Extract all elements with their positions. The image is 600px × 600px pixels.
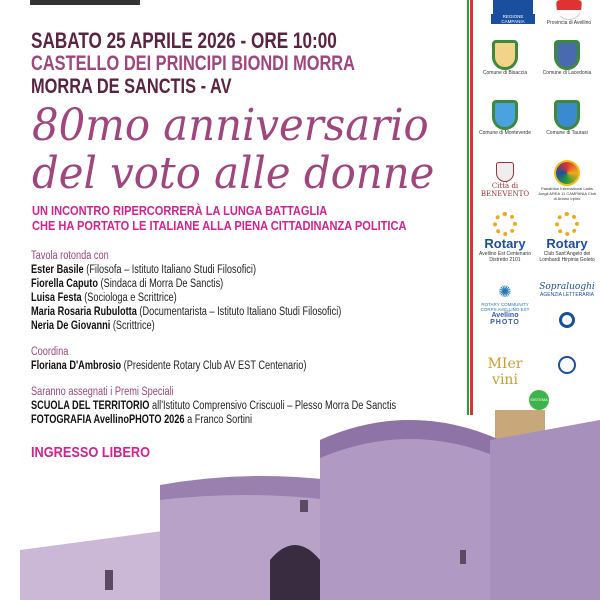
logo-comune-taurasi: Comune di Taurasi [536, 100, 598, 136]
subtitle-line-2: CHE HA PORTATO LE ITALIANE ALLA PIENA CITTADINANZA POLITICA [32, 218, 407, 233]
moderator-label: Coordina [31, 346, 69, 358]
speaker [31, 292, 177, 304]
free-entry: INGRESSO LIBERO [31, 444, 151, 461]
speaker-name: Luisa Festa [31, 292, 82, 304]
panel-label: Tavola rotonda con [31, 250, 109, 262]
title-line-1: 80mo anniversario [32, 100, 429, 151]
speaker-role: (Scrittrice) [112, 320, 155, 332]
title-line-2: del voto alle donne [32, 148, 435, 199]
event-town: MORRA DE SANCTIS - AV [31, 75, 232, 98]
award-detail: all'Istituto Comprensivo Criscuoli – Plesso Morra De Sanctis [151, 400, 397, 412]
award-name: SCUOLA DEL TERRITORIO [31, 400, 150, 412]
speaker [31, 264, 256, 276]
flag-stripe-green [467, 0, 469, 415]
castle-illustration [0, 400, 600, 600]
speaker-name: Maria Rosaria Rubulotta [31, 306, 137, 318]
speaker-name: Ester Basile [31, 264, 84, 276]
event-date: SABATO 25 APRILE 2026 - ORE 10:00 [31, 28, 337, 53]
speaker [31, 278, 223, 290]
logo-club-emblem [536, 356, 598, 374]
award-name: FOTOGRAFIA AvellinoPHOTO 2026 [31, 414, 185, 426]
award-detail: a Franco Sortini [187, 414, 253, 426]
logo-comune-bisaccia: Comune di Bisaccia [474, 40, 536, 76]
moderator-name: Floriana D'Ambrosio [31, 360, 122, 372]
logo-circle-org [536, 312, 598, 328]
logo-regione-campania: REGIONE CAMPANIA [482, 0, 544, 24]
speaker-role: (Sindaca di Morra De Sanctis) [100, 278, 224, 290]
moderator [31, 360, 306, 372]
awards-label: Saranno assegnati i Premi Speciali [31, 386, 174, 398]
logo-rotary-santangelo: Rotary Club Sant'Angelo dei Lombardi Hirpinia Goleto [536, 212, 598, 263]
subtitle-line-1: UN INCONTRO RIPERCORRERÀ LA LUNGA BATTAGLIA [32, 203, 328, 218]
flag-stripe-red [470, 0, 473, 415]
speaker-name: Fiorella Caputo [31, 278, 98, 290]
logo-comune-monteverde: Comune di Monteverde [474, 100, 536, 136]
logo-comune-lacedonia: Comune di Lacedonia [536, 40, 598, 76]
moderator-role: (Presidente Rotary Club AV EST Centenario) [123, 360, 307, 372]
logo-sopraluoghi: Sopraluoghi AGENZIA LETTERARIA [539, 282, 595, 298]
speaker-name: Neria De Giovanni [31, 320, 111, 332]
speaker [31, 320, 155, 332]
speaker-role: (Sociologa e Scrittrice) [84, 292, 177, 304]
event-venue: CASTELLO DEI PRINCIPI BIONDI MORRA [31, 52, 355, 75]
logo-avellino-photo: Avellino PHOTO [490, 312, 520, 326]
speaker-role: (Documentarista – Istituto Italiano Studi Filosofici) [139, 306, 342, 318]
logo-sistema: SISTEMA [508, 390, 570, 410]
logo-benevento: Città di BENEVENTO [474, 162, 536, 198]
logo-provincia-avellino: Provincia di Avellino [538, 0, 600, 26]
speaker-role: (Filosofa – Istituto Italiano Studi Filosofici) [86, 264, 257, 276]
logo-mier-vini: MIer vini [487, 356, 523, 388]
logo-rotary-community-corps: ✺ ROTARY COMMUNITY CORPS AVELLINO EST [480, 284, 530, 312]
top-logo-strip [30, 0, 140, 5]
logo-rotary-avellino: Rotary Avellino Est Centenario Distretto 2101 [474, 212, 536, 263]
logo-panathlon: Panathlon International Ladis Jungli AREA 11 CAMPANIA Club di Ariano Irpino [536, 160, 598, 201]
speaker [31, 306, 341, 318]
